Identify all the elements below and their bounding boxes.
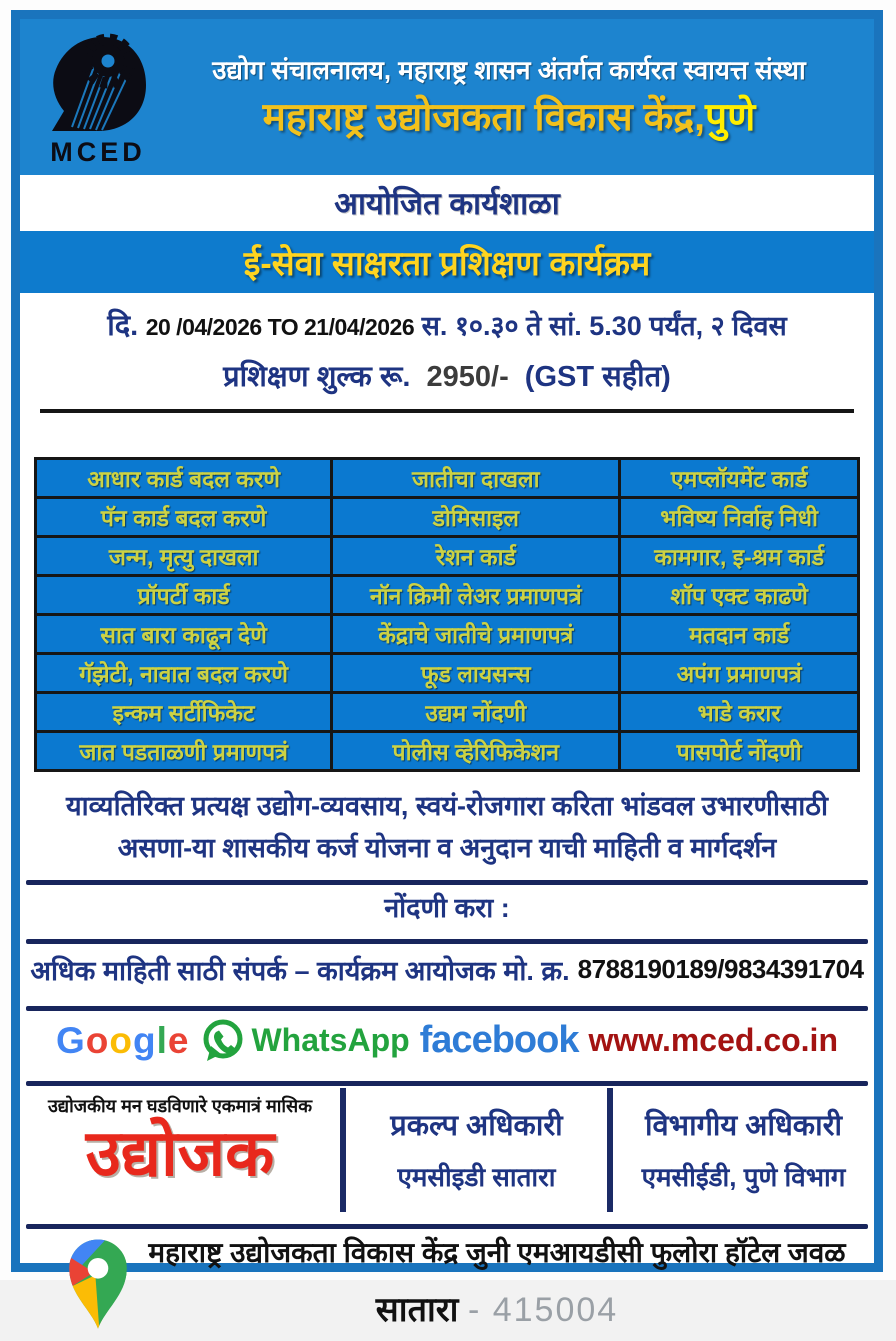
contact-line	[20, 944, 874, 996]
address-city-line	[134, 1285, 860, 1331]
table-row	[36, 537, 859, 576]
divisional-officer-org: एमसीईडी, पुणे विभाग	[641, 1162, 846, 1193]
divisional-officer-title: विभागीय अधिकारी	[645, 1110, 842, 1143]
mced-logo	[34, 27, 162, 167]
table-row	[36, 693, 859, 732]
service-cell: एमप्लॉयमेंट कार्ड	[620, 459, 859, 498]
address-line: महाराष्ट्र उद्योजकता विकास केंद्र जुनी एमआयडीसी फुलोरा हॉटेल जवळ	[148, 1236, 846, 1268]
service-cell: फूड लायसन्स	[332, 654, 620, 693]
service-cell: जन्म, मृत्यु दाखला	[36, 537, 332, 576]
org-title	[162, 97, 856, 140]
divisional-officer-column	[613, 1086, 874, 1214]
bottom-columns	[20, 1086, 874, 1214]
google-letter: l	[156, 1019, 168, 1061]
address-pincode: - 415004	[467, 1290, 619, 1329]
magazine-tagline: उद्योजकीय मन घडविणारे एकमात्रं मासिक	[47, 1095, 313, 1116]
extra-info	[20, 772, 874, 870]
service-cell: सात बारा काढून देणे	[36, 615, 332, 654]
service-cell: शॉप एक्ट काढणे	[620, 576, 859, 615]
org-city: पुणे	[705, 95, 756, 139]
service-cell: पॅन कार्ड बदल करणे	[36, 498, 332, 537]
whatsapp-link[interactable]	[199, 1018, 409, 1064]
service-cell: मतदान कार्ड	[620, 615, 859, 654]
links-row	[20, 1011, 874, 1071]
table-row	[36, 732, 859, 771]
register-section	[20, 885, 874, 929]
service-cell: केंद्राचे जातीचे प्रमाणपत्रं	[332, 615, 620, 654]
contact-numbers[interactable]: 8788190189/9834391704	[577, 954, 864, 985]
magazine-column	[20, 1086, 340, 1214]
service-cell: उद्यम नोंदणी	[332, 693, 620, 732]
extra-info-line1: याव्यतिरिक्त प्रत्यक्ष उद्योग-व्यवसाय, स्वयं-रोजगारा करिता भांडवल उभारणीसाठी	[66, 791, 828, 821]
schedule-section	[20, 293, 874, 413]
google-letter: e	[167, 1019, 190, 1061]
date-prefix: दि.	[107, 310, 139, 342]
program-title: ई-सेवा साक्षरता प्रशिक्षण कार्यक्रम	[243, 245, 651, 283]
org-subtitle: उद्योग संचालनालय, महाराष्ट्र शासन अंतर्गत कार्यरत स्वायत्त संस्था	[212, 55, 806, 86]
service-cell: इन्कम सर्टीफिकेट	[36, 693, 332, 732]
facebook-logo[interactable]: facebook	[419, 1019, 579, 1062]
register-heading: नोंदणी करा :	[384, 893, 510, 924]
project-officer-org: एमसीइडी सातारा	[397, 1162, 556, 1193]
fee-label: प्रशिक्षण शुल्क रू.	[223, 361, 411, 393]
google-letter: G	[56, 1019, 86, 1061]
gear-icon	[86, 39, 130, 83]
whatsapp-label: WhatsApp	[251, 1022, 410, 1059]
fee-note: (GST सहीत)	[524, 361, 671, 393]
service-cell: कामगार, इ-श्रम कार्ड	[620, 537, 859, 576]
workshop-band	[20, 175, 874, 231]
service-cell: गॅझेटी, नावात बदल करणे	[36, 654, 332, 693]
contact-text: अधिक माहिती साठी संपर्क – कार्यक्रम आयोजक मो. क्र.	[30, 956, 570, 987]
table-row	[36, 615, 859, 654]
service-cell: जात पडताळणी प्रमाणपत्रं	[36, 732, 332, 771]
program-title-banner	[20, 231, 874, 293]
magazine-logo: उद्योजक	[85, 1116, 275, 1189]
logo-mced-text: MCED	[50, 137, 146, 167]
fee-amount: 2950/-	[426, 361, 509, 393]
google-letter: g	[133, 1019, 157, 1061]
date-range: 20 /04/2026 TO 21/04/2026	[145, 314, 415, 340]
google-letter: o	[85, 1019, 110, 1061]
spacer	[20, 413, 874, 457]
header-banner	[20, 19, 874, 175]
google-letter: o	[109, 1019, 133, 1061]
table-row	[36, 498, 859, 537]
project-officer-column	[346, 1086, 607, 1214]
time-text: स. १०.३० ते सां. 5.30 पर्यंत, २ दिवस	[421, 311, 787, 341]
service-cell: नॉन क्रिमी लेअर प्रमाणपत्रं	[332, 576, 620, 615]
extra-info-line2: असणा-या शासकीय कर्ज योजना व अनुदान याची माहिती व मार्गदर्शन	[117, 832, 777, 863]
service-cell: अपंग प्रमाणपत्रं	[620, 654, 859, 693]
table-row	[36, 459, 859, 498]
fee-line	[36, 356, 858, 395]
whatsapp-icon	[199, 1018, 245, 1064]
footer-address	[20, 1229, 874, 1341]
table-row	[36, 576, 859, 615]
services-table	[34, 457, 860, 772]
address-city: सातारा	[375, 1290, 459, 1329]
google-logo[interactable]	[56, 1020, 189, 1062]
org-title-main: महाराष्ट्र उद्योजकता विकास केंद्र,	[262, 95, 706, 139]
website-link[interactable]: www.mced.co.in	[588, 1022, 838, 1059]
service-cell: पासपोर्ट नोंदणी	[620, 732, 859, 771]
project-officer-title: प्रकल्प अधिकारी	[390, 1110, 563, 1143]
service-cell: जातीचा दाखला	[332, 459, 620, 498]
workshop-label: आयोजित कार्यशाळा	[334, 186, 560, 221]
service-cell: आधार कार्ड बदल करणे	[36, 459, 332, 498]
service-cell: भविष्य निर्वाह निधी	[620, 498, 859, 537]
table-row	[36, 654, 859, 693]
date-line	[36, 305, 858, 344]
service-cell: पोलीस व्हेरिफिकेशन	[332, 732, 620, 771]
service-cell: रेशन कार्ड	[332, 537, 620, 576]
service-cell: प्रॉपर्टी कार्ड	[36, 576, 332, 615]
poster-frame	[11, 10, 883, 1329]
service-cell: डोमिसाइल	[332, 498, 620, 537]
map-pin-icon[interactable]	[62, 1234, 134, 1330]
service-cell: भाडे करार	[620, 693, 859, 732]
